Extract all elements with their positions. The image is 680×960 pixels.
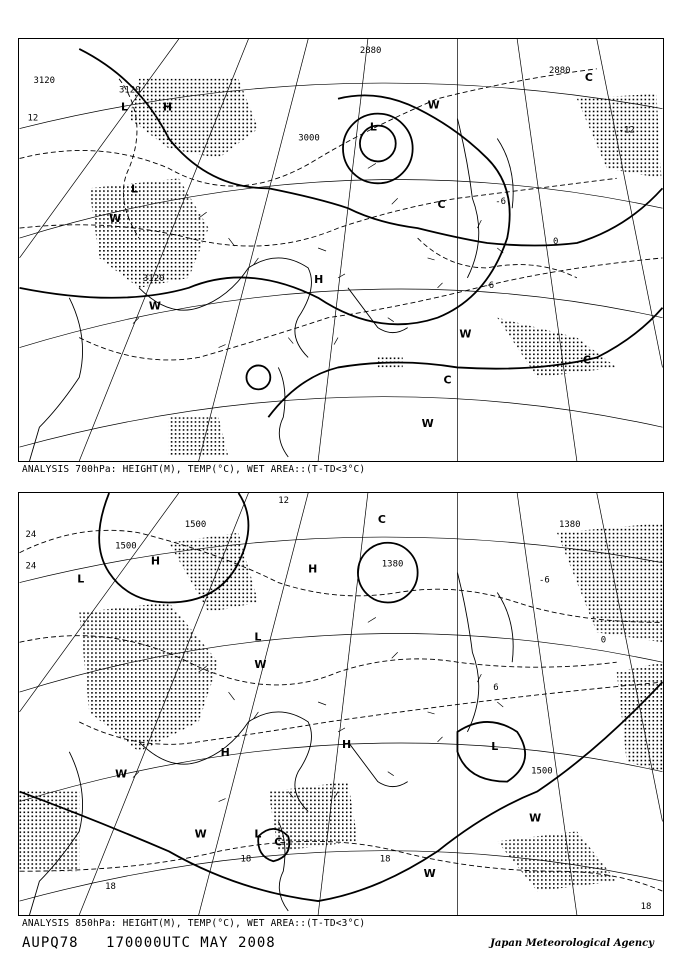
- map-700hpa: [19, 39, 663, 461]
- contour-label: 18: [105, 882, 116, 893]
- contour-label: 1500: [115, 541, 137, 552]
- low-center: L: [491, 739, 499, 753]
- low-center: L: [77, 572, 85, 586]
- warm-center: W: [109, 212, 122, 226]
- high-center: H: [150, 554, 161, 568]
- contour-label: -6: [495, 197, 507, 208]
- warm-center: W: [148, 299, 161, 313]
- high-center: H: [341, 737, 352, 751]
- contour-label: -6: [539, 575, 550, 586]
- warm-center: W: [427, 98, 440, 112]
- warm-center: W: [459, 327, 472, 341]
- low-center: L: [369, 120, 377, 134]
- warm-center: W: [529, 811, 542, 825]
- cold-center: C: [584, 70, 593, 84]
- contour-label: 12: [27, 113, 39, 124]
- contour-label: 1380: [381, 559, 404, 570]
- contour-label: 1380: [558, 519, 581, 530]
- analysis-chart-850hpa: [18, 492, 664, 916]
- contour-label: 3000: [298, 133, 320, 144]
- warm-center: W: [423, 867, 436, 881]
- contour-label: 24: [25, 561, 37, 572]
- caption-850hpa: ANALYSIS 850hPa: HEIGHT(M), TEMP(°C), WET AREA::(T-TD<3°C): [22, 918, 366, 929]
- contour-label: 24: [25, 529, 37, 540]
- contour-label: 3120: [142, 273, 165, 284]
- contour-label: 3120: [33, 75, 55, 86]
- warm-center: W: [421, 417, 434, 431]
- cold-center: C: [377, 512, 386, 526]
- caption-700hpa: ANALYSIS 700hPa: HEIGHT(M), TEMP(°C), WET AREA::(T-TD<3°C): [22, 464, 366, 475]
- cold-center: C: [274, 835, 283, 849]
- cold-center: C: [582, 353, 591, 367]
- high-center: H: [220, 745, 230, 759]
- cold-center: C: [437, 198, 446, 212]
- valid-time: 170000UTC MAY 2008: [106, 935, 276, 951]
- high-center: H: [308, 562, 318, 576]
- high-center: H: [314, 272, 324, 286]
- contour-label: 3120: [119, 85, 141, 96]
- contour-label: -12: [618, 125, 635, 136]
- contour-label: 6: [493, 683, 499, 694]
- contour-label: 0: [552, 237, 559, 248]
- contour-label: 2880: [359, 45, 382, 56]
- map-850hpa: [19, 493, 663, 915]
- contour-label: 18: [240, 854, 252, 865]
- analysis-chart-700hpa: [18, 38, 664, 462]
- product-header: [22, 935, 294, 951]
- contour-label: 18: [379, 854, 391, 865]
- low-center: L: [254, 630, 262, 644]
- contour-label: 2880: [549, 65, 571, 76]
- contour-label: 1500: [531, 766, 553, 777]
- warm-center: W: [194, 827, 207, 841]
- cold-center: C: [443, 373, 452, 387]
- warm-center: W: [115, 767, 128, 781]
- agency-name: Japan Meteorological Agency: [490, 938, 654, 949]
- contour-label: 1500: [184, 519, 207, 530]
- contour-label: 12: [278, 495, 290, 506]
- warm-center: W: [254, 658, 267, 672]
- low-center: L: [130, 182, 138, 196]
- low-center: L: [121, 100, 129, 114]
- low-center: L: [254, 827, 262, 841]
- wet-areas: [89, 79, 661, 457]
- product-code: AUPQ78: [22, 935, 79, 951]
- contour-label: 18: [640, 902, 652, 913]
- contour-label: -6: [483, 280, 495, 291]
- contour-label: 0: [600, 635, 607, 646]
- high-center: H: [162, 100, 173, 114]
